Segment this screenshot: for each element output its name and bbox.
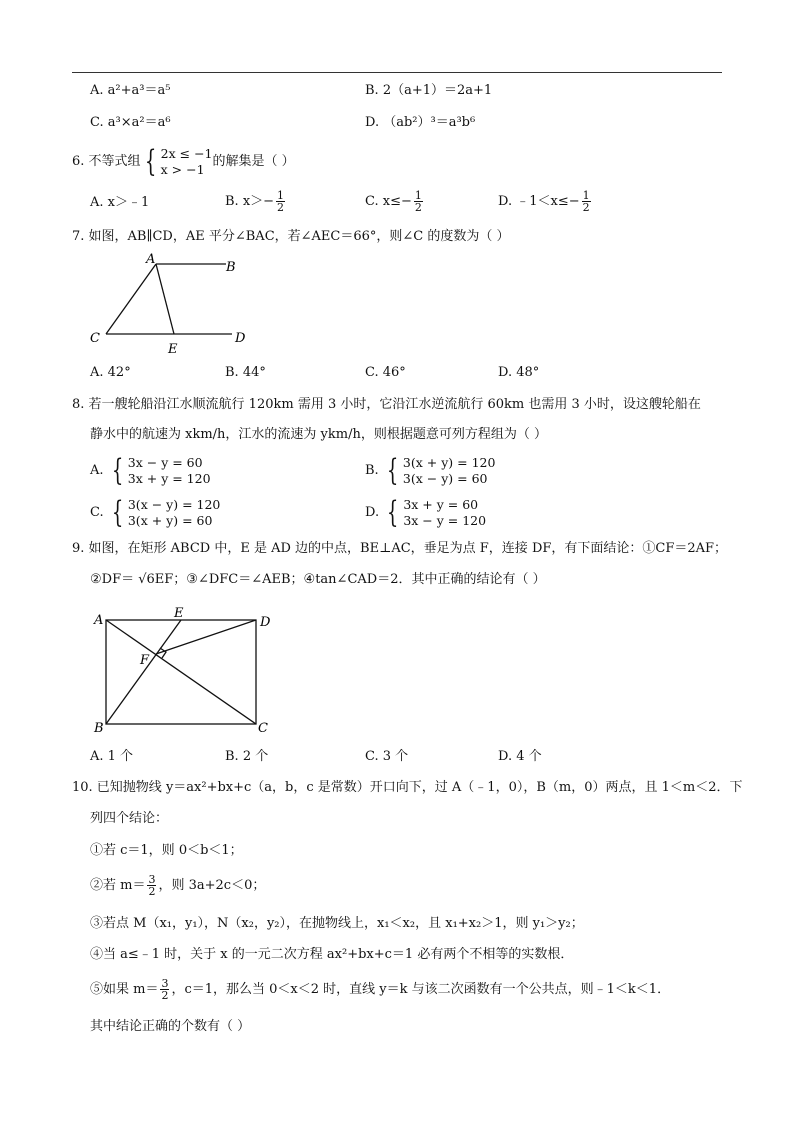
q7-stem: 7. 如图，AB∥CD，AE 平分∠BAC，若∠AEC＝66°，则∠C 的度数为（ ）: [72, 229, 510, 244]
q10-statement-2-prefix: ②若 m＝: [90, 878, 146, 893]
q6-option-d-fraction: $\frac{1}{2}$: [582, 189, 590, 214]
q10-statement-5-prefix: ⑤如果 m＝: [90, 982, 159, 997]
q8-option-a[interactable]: [90, 454, 211, 488]
q5-option-b[interactable]: B. 2（a+1）＝2a+1: [365, 83, 493, 98]
q8-option-b-system: { 3(x + y) = 120 3(x − y) = 60: [386, 452, 496, 488]
q7-label-d: D: [235, 331, 246, 346]
q7-option-d[interactable]: D. 48°: [498, 365, 540, 380]
q10-statement-2: [90, 872, 265, 900]
q8-stem-line-1: 8. 若一艘轮船沿江水顺流航行 120km 需用 3 小时，它沿江水逆流航行 60km 也需用 3 小时，设这艘轮船在: [72, 397, 701, 412]
q9-segment-df: [156, 620, 256, 654]
q6-system-row-2: x > −1: [160, 161, 205, 177]
q10-statement-4: ④当 a≤﹣1 时，关于 x 的一元二次方程 ax²+bx+c＝1 必有两个不相等的实数根．: [90, 947, 574, 962]
q7-line-ac: [106, 264, 156, 334]
q8-option-a-row-2: 3x + y = 120: [127, 470, 211, 486]
q9-diagonal-ac: [106, 620, 256, 724]
q8-option-c[interactable]: [90, 496, 220, 530]
q9-label-b: B: [94, 721, 104, 736]
q5-option-d[interactable]: D. （ab²）³＝a³b⁶: [365, 115, 476, 130]
q8-option-d-label: D.: [365, 505, 380, 520]
q8-option-b-label: B.: [365, 463, 379, 478]
q10-statement-5-fraction: $\frac{3}{2}$: [161, 977, 169, 1002]
q6-option-d[interactable]: [498, 188, 593, 216]
q9-label-f: F: [140, 653, 150, 668]
q9-label-d: D: [260, 615, 271, 630]
q7-figure: [80, 250, 270, 360]
q7-label-a: A: [146, 252, 156, 267]
q8-option-d-row-1: 3x + y = 60: [403, 496, 479, 512]
q7-label-c: C: [90, 331, 100, 346]
q6-option-c-text: C. x≤−: [365, 194, 412, 209]
q7-option-c[interactable]: C. 46°: [365, 365, 406, 380]
q10-stem-line-2: 列四个结论：: [90, 811, 169, 826]
q10-statement-5: [90, 976, 670, 1004]
q10-statement-5-suffix: ，c＝1，那么当 0＜x＜2 时，直线 y＝k 与该二次函数有一个公共点，则﹣1＜k＜1．: [171, 982, 671, 997]
q9-stem-line-2: ②DF＝ √6EF；③∠DFC＝∠AEB；④tan∠CAD＝2．其中正确的结论有（ ）: [90, 572, 546, 587]
q6-option-b-fraction: $\frac{1}{2}$: [277, 189, 285, 214]
q6-stem-suffix: 的解集是（ ）: [212, 154, 295, 169]
q8-option-a-label: A.: [90, 463, 104, 478]
q9-segment-be: [106, 620, 181, 724]
q8-option-c-row-1: 3(x − y) = 120: [127, 496, 221, 512]
q10-statement-1: ①若 c＝1，则 0＜b＜1；: [90, 843, 243, 858]
q9-label-c: C: [258, 721, 268, 736]
q7-option-a[interactable]: A. 42°: [90, 365, 131, 380]
q8-option-a-row-1: 3x − y = 60: [127, 454, 203, 470]
q6-option-c-fraction: $\frac{1}{2}$: [414, 189, 422, 214]
q5-option-c[interactable]: C. a³×a²＝a⁶: [90, 115, 171, 130]
q7-label-b: B: [226, 260, 236, 275]
header-rule: [72, 72, 722, 73]
q8-option-b-row-1: 3(x + y) = 120: [402, 454, 496, 470]
q6-option-d-text: D. ﹣1＜x≤−: [498, 194, 580, 209]
q8-stem-line-2: 静水中的航速为 xkm/h，江水的流速为 ykm/h，则根据题意可列方程组为（ ）: [90, 427, 547, 442]
q10-statement-3: ③若点 M（x₁，y₁），N（x₂，y₂），在抛物线上，x₁＜x₂，且 x₁+x₂＞1，则 y₁＞y₂；: [90, 916, 584, 931]
q8-option-d-system: { 3x + y = 60 3x − y = 120: [387, 494, 487, 530]
q9-label-a: A: [94, 613, 104, 628]
q8-option-c-system: { 3(x − y) = 120 3(x + y) = 60: [111, 494, 221, 530]
q8-option-a-system: { 3x − y = 60 3x + y = 120: [111, 452, 211, 488]
q5-option-a[interactable]: A. a²+a³＝a⁵: [90, 83, 171, 98]
q8-option-c-label: C.: [90, 505, 104, 520]
q6-option-c[interactable]: [365, 188, 425, 216]
q10-stem-line-1: 10. 已知抛物线 y＝ax²+bx+c（a，b，c 是常数）开口向下，过 A（﹣1，0），B（m，0）两点，且 1＜m＜2．下: [72, 780, 743, 795]
q7-option-b[interactable]: B. 44°: [225, 365, 266, 380]
q9-option-d[interactable]: D. 4 个: [498, 749, 542, 764]
q8-option-d[interactable]: [365, 496, 486, 530]
q9-label-e: E: [174, 606, 184, 621]
q6-option-b-text: B. x＞−: [225, 194, 275, 209]
q9-option-a[interactable]: A. 1 个: [90, 749, 134, 764]
q8-option-b[interactable]: [365, 454, 495, 488]
q6-system-row-1: 2x ≤ −1: [160, 145, 213, 161]
q9-option-b[interactable]: B. 2 个: [225, 749, 269, 764]
q6-option-b[interactable]: [225, 188, 287, 216]
q6-option-a[interactable]: A. x＞﹣1: [90, 195, 150, 210]
q6-stem-prefix: 6. 不等式组: [72, 154, 141, 169]
q7-line-ae: [156, 264, 174, 334]
q10-closing: 其中结论正确的个数有（ ）: [90, 1019, 251, 1034]
q9-stem-line-1: 9. 如图，在矩形 ABCD 中，E 是 AD 边的中点，BE⊥AC，垂足为点 F，连接 DF，有下面结论：①CF＝2AF；: [72, 541, 728, 556]
q7-label-e: E: [168, 342, 178, 357]
q10-statement-2-suffix: ，则 3a+2c＜0；: [158, 878, 266, 893]
q8-option-c-row-2: 3(x + y) = 60: [127, 512, 213, 528]
q8-option-b-row-2: 3(x − y) = 60: [402, 470, 488, 486]
q9-option-c[interactable]: C. 3 个: [365, 749, 409, 764]
q9-figure: [88, 604, 278, 736]
q6-inequality-system: { 2x ≤ −1 x > −1: [144, 143, 213, 179]
q8-option-d-row-2: 3x − y = 120: [403, 512, 487, 528]
q6-stem: [72, 145, 295, 179]
q10-statement-2-fraction: $\frac{3}{2}$: [148, 873, 156, 898]
